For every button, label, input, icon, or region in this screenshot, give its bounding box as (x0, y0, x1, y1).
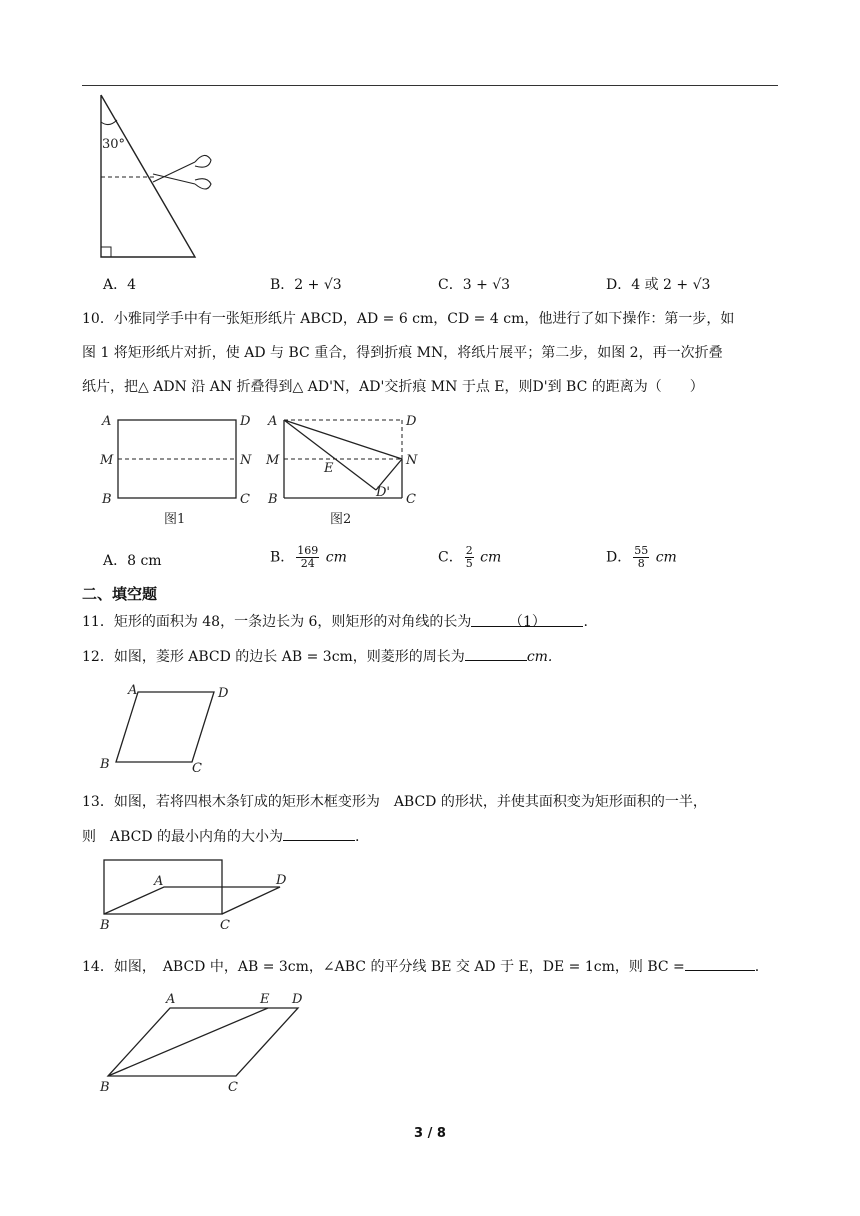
q13-text-line2: 则 ABCD 的最小内角的大小为 . (82, 826, 360, 847)
scissors-icon (153, 155, 211, 189)
q10-figure-1 (98, 408, 258, 528)
q12-text: 12．如图，菱形 ABCD 的边长 AB = 3cm，则菱形的周长为 cm. (82, 646, 552, 667)
q10-text-line3: 纸片，把△ ADN 沿 AN 折叠得到△ AD'N，AD'交折痕 MN 于点 E，则D'到 BC 的距离为（ ） (82, 379, 704, 395)
q10-text-line2: 图 1 将矩形纸片对折，使 AD 与 BC 重合，得到折痕 MN，将纸片展平；第二步，如图 2，再一次折叠 (82, 345, 723, 361)
fig2-label-N: N (406, 453, 418, 468)
q9-angle-label: 30° (102, 137, 126, 152)
q12-blank (465, 646, 527, 661)
q14-label-E: E (260, 992, 270, 1007)
fig1-caption: 图1 (164, 512, 186, 527)
fig1-label-D: D (240, 414, 251, 429)
q9-option-b: B．2 + √3 (270, 277, 342, 293)
q14-label-A: A (166, 992, 176, 1007)
q11-blank: （1） (471, 612, 583, 627)
q13-label-D: D (276, 873, 287, 888)
q9-triangle-figure (95, 90, 220, 262)
fig1-label-M: M (100, 453, 114, 468)
q12-label-D: D (218, 686, 229, 701)
q13-frame-figure (96, 856, 296, 936)
q10-text-line1: 10．小雅同学手中有一张矩形纸片 ABCD，AD = 6 cm，CD = 4 cm，他进行了如下操作：第一步，如 (82, 311, 735, 327)
fig1-label-B: B (102, 492, 112, 507)
q12-label-A: A (128, 683, 138, 698)
q14-parallelogram-figure (96, 988, 326, 1098)
fig2-label-D: D (406, 414, 417, 429)
fig2-caption: 图2 (330, 512, 352, 527)
q13-label-B: B (100, 918, 110, 933)
q10-figure-2 (264, 408, 429, 528)
fig1-label-A: A (102, 414, 112, 429)
fig1-label-N: N (240, 453, 252, 468)
q14-text: 14．如图， ABCD 中，AB = 3cm，∠ABC 的平分线 BE 交 AD 于 E，DE = 1cm，则 BC = . (82, 956, 759, 977)
q13-text-line1: 13．如图，若将四根木条钉成的矩形木框变形为 ABCD 的形状，并使其面积变为矩形面积的一半， (82, 794, 707, 810)
q13-blank (283, 826, 355, 841)
q12-label-C: C (192, 761, 202, 776)
q12-label-B: B (100, 757, 110, 772)
page-number: 3 / 8 (414, 1126, 446, 1141)
q13-label-C: C (220, 918, 230, 933)
header-rule (82, 85, 778, 86)
fig2-label-A: A (268, 414, 278, 429)
fig2-label-M: M (266, 453, 280, 468)
q10-option-a: A．8 cm (103, 553, 162, 569)
fig2-label-E: E (324, 461, 334, 476)
q11-text: 11．矩形的面积为 48，一条边长为 6，则矩形的对角线的长为 （1） . (82, 614, 588, 630)
fig1-label-C: C (240, 492, 250, 507)
q10-option-b: B． $\frac{169}{24}$ cm (270, 544, 347, 570)
q14-label-B: B (100, 1080, 110, 1095)
q10-option-c: C． $\frac{2}{5}$ cm (438, 544, 502, 570)
q14-label-D: D (292, 992, 303, 1007)
q13-label-A: A (154, 874, 164, 889)
q14-blank (685, 956, 755, 971)
q9-option-d: D．4 或 2 + √3 (606, 277, 711, 293)
q10-option-d: D． $\frac{55}{8}$ cm (606, 544, 677, 570)
section-title: 二、填空题 (82, 585, 158, 603)
q9-option-c: C．3 + √3 (438, 277, 511, 293)
q9-option-a: A．4 (103, 277, 137, 293)
q14-label-C: C (228, 1080, 238, 1095)
q12-rhombus-figure (96, 680, 246, 776)
fig2-label-B: B (268, 492, 278, 507)
fig2-label-C: C (406, 492, 416, 507)
fig2-label-D-prime: D' (376, 485, 390, 500)
